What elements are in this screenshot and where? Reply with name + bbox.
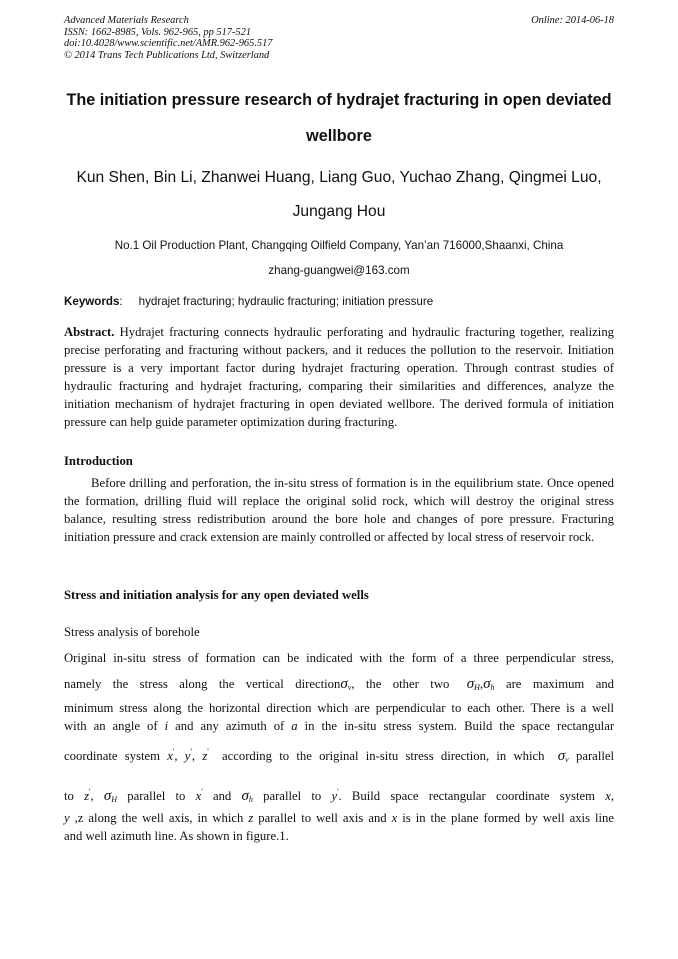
introduction-heading: Introduction xyxy=(64,454,133,468)
email: zhang-guangwei@163.com xyxy=(268,264,410,277)
body-line-1: Original in-situ stress of formation can be indicated with the form of a three perpendicular stress, xyxy=(64,651,614,665)
body-line-4: with an angle of i and any azimuth of a in the in-situ stress system. Build the space rectangular xyxy=(64,719,615,733)
abstract-label: Abstract. xyxy=(64,325,115,339)
issn-line: ISSN: 1662-8985, Vols. 962-965, pp 517-521 xyxy=(64,26,252,38)
journal-header xyxy=(64,15,272,61)
body-line-3: minimum stress along the horizontal direction which are perpendicular to each other. There is a well xyxy=(64,701,614,715)
authors-line-1: Kun Shen, Bin Li, Zhanwei Huang, Liang Guo, Yuchao Zhang, Qingmei Luo, xyxy=(76,169,602,186)
section-heading: Stress and initiation analysis for any open deviated wells xyxy=(64,588,369,602)
subsection-heading: Stress analysis of borehole xyxy=(64,625,200,639)
body-line-5: coordinate system x', y', z' according to the original in-situ stress direction, in which σv parallel xyxy=(64,747,615,764)
keywords-text: hydrajet fracturing; hydraulic fracturing; initiation pressure xyxy=(138,295,434,308)
affiliation: No.1 Oil Production Plant, Changqing Oilfield Company, Yan’an 716000,Shaanxi, China xyxy=(114,239,564,252)
authors-line-2: Jungang Hou xyxy=(292,203,386,220)
abstract-text: Hydrajet fracturing connects hydraulic perforating and hydraulic fracturing together, realizing precise perforating and fracturing without packers, and it reduces the pollution to the reservoir. Initiation pressure is a very important factor during hydrajet fracturing operation. Through contrast studies of hydraulic fracturing and hydrajet fracturing, comparing their similarities and differences, analyze the initiation mechanism of hydrajet fracturing in open deviated wellbore. The derived formula of initiation pressure can help guide parameter optimization during fracturing. xyxy=(64,325,615,429)
body-line-7: y ,z along the well axis, in which z parallel to well axis and x is in the plane formed by well axis line xyxy=(64,811,615,825)
abstract xyxy=(64,324,614,431)
keywords-label: Keywords xyxy=(64,295,120,308)
body-line-8: and well azimuth line. As shown in figure.1. xyxy=(64,829,289,843)
body-line-6: to z', σH parallel to x' and σh parallel to y'. Build space rectangular coordinate system x, xyxy=(64,787,615,804)
doi-line: doi:10.4028/www.scientific.net/AMR.962-965.517 xyxy=(64,38,273,50)
online-date: Online: 2014-06-18 xyxy=(531,15,614,26)
journal-name: Advanced Materials Research xyxy=(64,15,189,26)
paper-title-line-2: wellbore xyxy=(306,127,372,145)
copyright-line: © 2014 Trans Tech Publications Ltd, Switzerland xyxy=(64,49,270,61)
introduction-text: Before drilling and perforation, the in-situ stress of formation is in the equilibrium state. Once opened the formation, drilling fluid will replace the original solid rock, which will destroy the original stress balance, resulting stress redistribution around the bore hole and changes of pore pressure. Fracturing initiation pressure and crack extension are mainly controlled or affected by local stress of reservoir rock. xyxy=(64,476,614,544)
body-line-2: namely the stress along the vertical directionσv, the other two σH,σh are maximum and xyxy=(64,676,615,692)
keywords xyxy=(64,294,433,309)
paper-title-line-1: The initiation pressure research of hydrajet fracturing in open deviated xyxy=(66,91,612,109)
keywords-colon: : xyxy=(119,295,123,308)
